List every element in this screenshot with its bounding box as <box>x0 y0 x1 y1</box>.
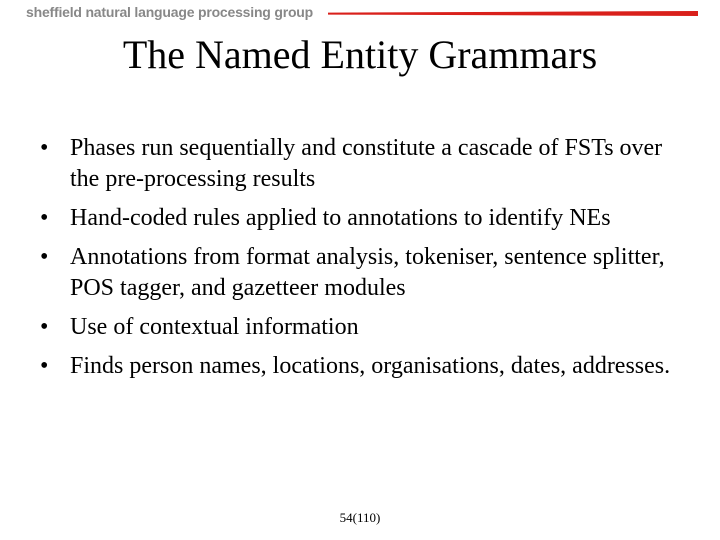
bullet-item <box>40 312 690 343</box>
bullet-text: Phases run sequentially and constitute a cascade of FSTs over the pre-processing results <box>70 135 663 192</box>
bullet-item <box>40 133 690 195</box>
bullet-item <box>40 351 690 382</box>
bullet-icon: • <box>40 135 49 161</box>
page-number: 54(110) <box>339 510 381 525</box>
bullet-icon: • <box>40 353 49 379</box>
header-rule <box>328 11 698 16</box>
bullet-icon: • <box>40 205 49 231</box>
bullet-item <box>40 203 690 234</box>
bullet-text: Hand-coded rules applied to annotations to identify NEs <box>70 205 611 231</box>
bullet-icon: • <box>40 244 49 270</box>
bullet-list <box>40 133 690 390</box>
bullet-item <box>40 242 690 304</box>
group-logo: sheffield natural language processing group <box>26 4 313 20</box>
slide-title: The Named Entity Grammars <box>122 32 598 77</box>
bullet-text: Finds person names, locations, organisations, dates, addresses. <box>70 353 671 379</box>
bullet-text: Use of contextual information <box>70 314 359 340</box>
bullet-icon: • <box>40 314 49 340</box>
bullet-text: Annotations from format analysis, tokeniser, sentence splitter, POS tagger, and gazetteer modules <box>70 244 665 301</box>
